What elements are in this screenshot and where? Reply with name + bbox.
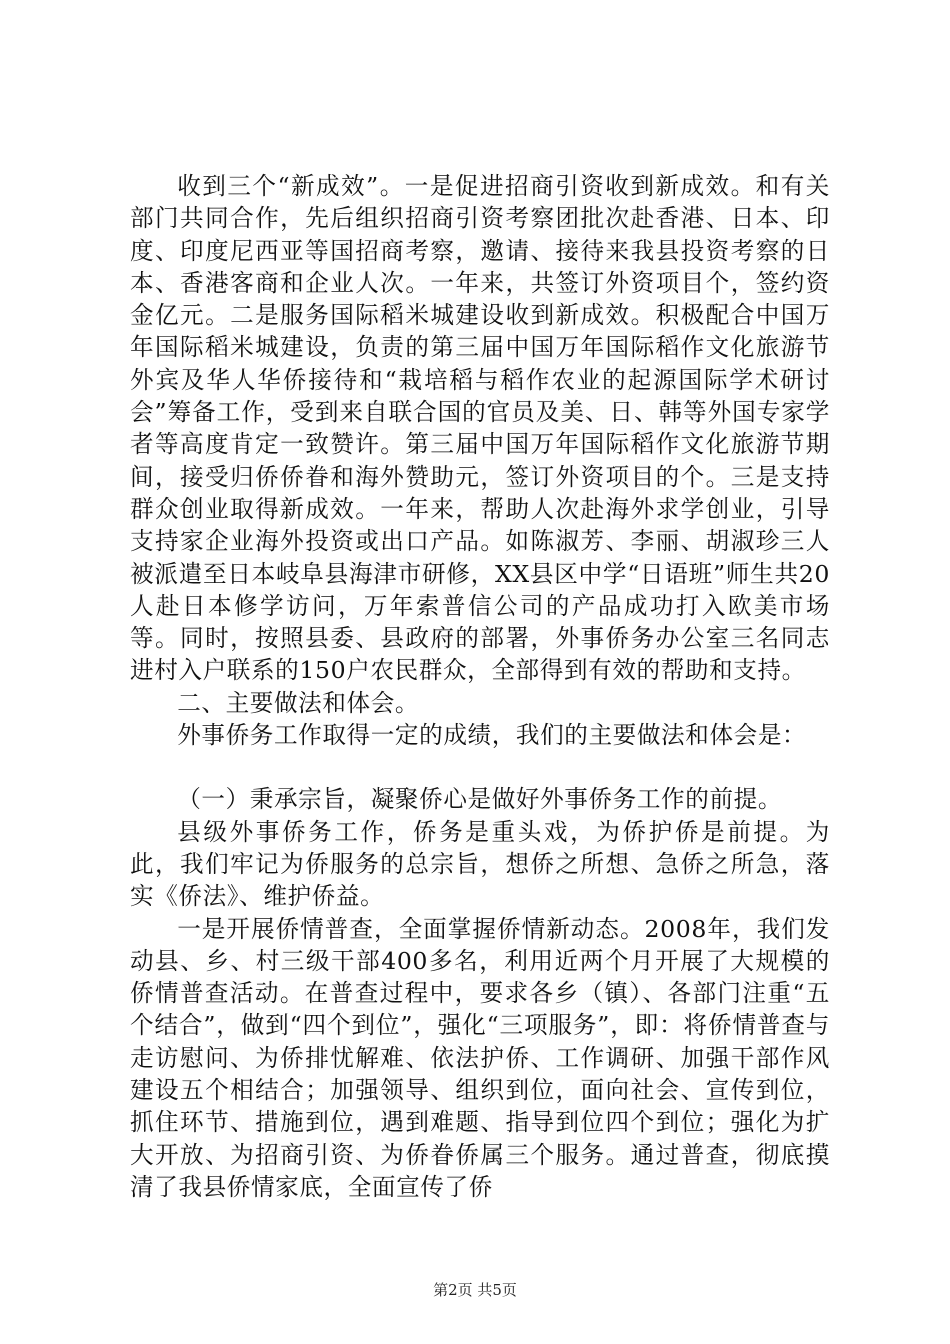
document-body: [130, 170, 830, 1203]
section-heading-methods: 二、主要做法和体会。: [177, 688, 420, 717]
subsection-heading-1: （一）秉承宗旨，凝聚侨心是做好外事侨务工作的前提。: [177, 785, 783, 814]
page-number: 第2页 共5页: [433, 1281, 517, 1299]
paragraph-overseas-service: 县级外事侨务工作，侨务是重头戏，为侨护侨是前提。为此，我们牢记为侨服务的总宗旨，想侨之所想、急侨之所急，落实《侨法》、维护侨益。: [130, 817, 830, 911]
paragraph-census: 一是开展侨情普查，全面掌握侨情新动态。2008年，我们发动县、乡、村三级干部400多名，利用近两个月开展了大规模的侨情普查活动。在普查过程中，要求各乡（镇）、各部门注重“五个结合”，做到“四个到位”，强化“三项服务”，即：将侨情普查与走访慰问、为侨排忧解难、依法护侨、工作调研、加强干部作风建设五个相结合；加强领导、组织到位，面向社会、宣传到位，抓住环节、措施到位，遇到难题、指导到位四个到位；强化为扩大开放、为招商引资、为侨眷侨属三个服务。通过普查，彻底摸清了我县侨情家底，全面宣传了侨: [130, 914, 830, 1201]
paragraph-achievements: 收到三个“新成效”。一是促进招商引资收到新成效。和有关部门共同合作，先后组织招商引资考察团批次赴香港、日本、印度、印度尼西亚等国招商考察，邀请、接待来我县投资考察的日本、香港客商和企业人次。一年来，共签订外资项目个，签约资金亿元。二是服务国际稻米城建设收到新成效。积极配合中国万年国际稻米城建设，负责的第三届中国万年国际稻作文化旅游节外宾及华人华侨接待和“栽培稻与稻作农业的起源国际学术研讨会”筹备工作，受到来自联合国的官员及美、日、韩等外国专家学者等高度肯定一致赞许。第三届中国万年国际稻作文化旅游节期间，接受归侨侨眷和海外赞助元，签订外资项目的个。三是支持群众创业取得新成效。一年来，帮助人次赴海外求学创业，引导支持家企业海外投资或出口产品。如陈淑芳、李丽、胡淑珍三人被派遣至日本岐阜县海津市研修，XX县区中学“日语班”师生共20人赴日本修学访问，万年索普信公司的产品成功打入欧美市场等。同时，按照县委、县政府的部署，外事侨务办公室三名同志进村入户联系的150户农民群众，全部得到有效的帮助和支持。: [130, 172, 830, 685]
paragraph-intro-methods: 外事侨务工作取得一定的成绩，我们的主要做法和体会是：: [177, 721, 807, 750]
